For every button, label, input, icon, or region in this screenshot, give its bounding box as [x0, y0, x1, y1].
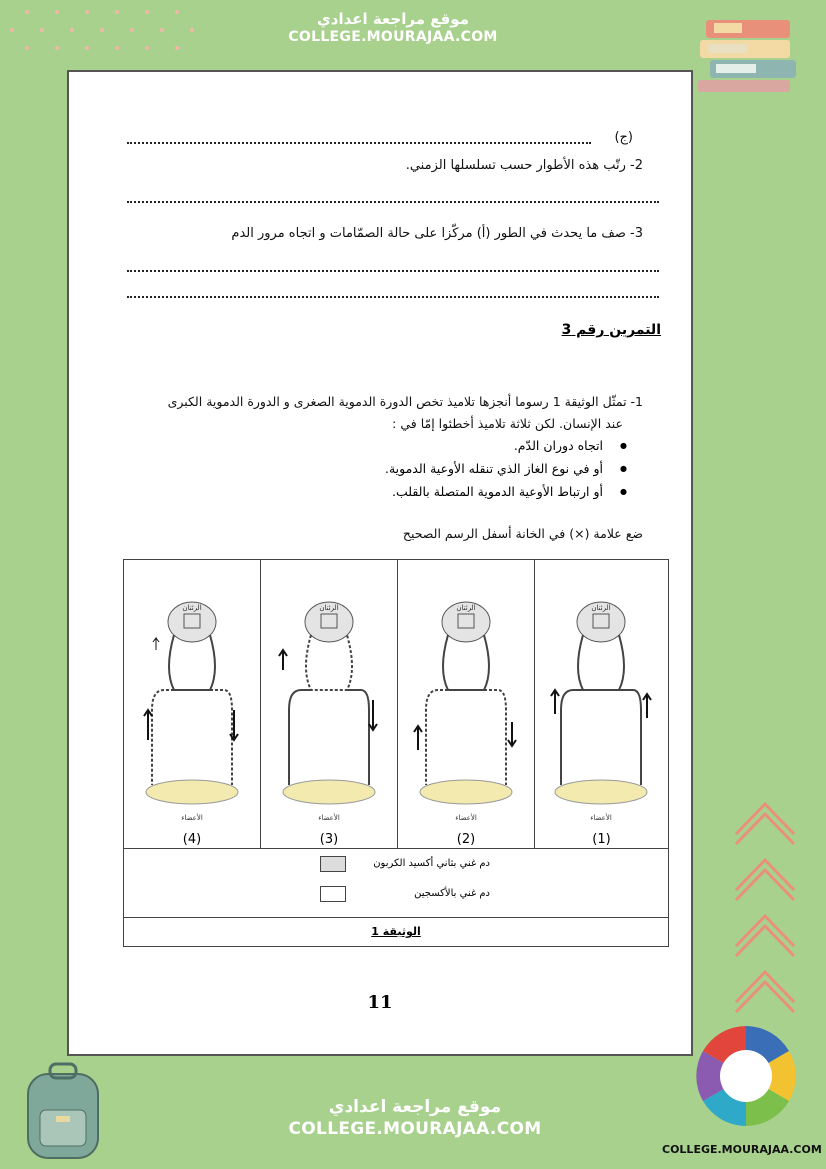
figure-number: (3) — [319, 832, 339, 847]
lungs-label: الرئتان — [182, 604, 202, 612]
instruction-text: ضع علامة (×) في الخانة أسفل الرسم الصحيح — [402, 526, 643, 541]
lungs-label: الرئتان — [319, 604, 339, 612]
legend-co2-label: دم غني بثاني أكسيد الكربون — [373, 858, 490, 869]
o2-blood-swatch — [320, 886, 346, 902]
header-site-url: COLLEGE.MOURAJAA.COM — [288, 29, 498, 45]
footer-banner[interactable] — [275, 1083, 555, 1169]
list-item: أو ارتباط الأوعية الدموية المتصلة بالقلب. ● — [385, 480, 621, 503]
lungs-label: الرئتان — [591, 604, 611, 612]
error-types-list — [385, 434, 621, 503]
chevron-up-decoration-icon — [730, 790, 800, 1030]
diagram-cell-3[interactable] — [261, 560, 398, 848]
question-3: 3- صف ما يحدث في الطور (أ) مركّزا على حالة الصمّامات و اتجاه مرور الدم — [231, 226, 643, 241]
footer-site-arabic: موقع مراجعة اعدادي — [328, 1097, 502, 1117]
figure-number: (2) — [456, 832, 476, 847]
header-banner[interactable] — [262, 0, 524, 58]
header-site-arabic: موقع مراجعة اعدادي — [317, 10, 469, 28]
answer-line — [127, 270, 659, 272]
co2-blood-swatch — [320, 856, 346, 872]
answer-line — [127, 296, 659, 298]
diagram-cell-2[interactable] — [398, 560, 535, 848]
document-caption: الوثيقة 1 — [371, 925, 421, 938]
worksheet-page — [67, 70, 693, 1056]
diagram-cell-4[interactable] — [124, 560, 261, 848]
document-1-figure — [123, 559, 669, 947]
item-j-label: (ج) — [614, 130, 633, 145]
logo-site-url: COLLEGE.MOURAJAA.COM — [662, 1143, 822, 1156]
lungs-label: الرئتان — [456, 604, 476, 612]
subjects-wheel-logo — [694, 1020, 798, 1138]
figure-number: (1) — [592, 832, 611, 847]
organs-label: الأعضاء — [590, 814, 612, 822]
question-1-line-2: عند الإنسان. لكن ثلاثة تلاميذ أخطئوا إمّا في : — [392, 416, 623, 431]
answer-line — [127, 142, 591, 144]
exercise-title: التمرين رقم 3 — [561, 322, 661, 338]
backpack-icon — [10, 1060, 114, 1164]
circulation-diagram — [124, 560, 260, 848]
list-item: أو في نوع الغاز الذي تنقله الأوعية الدموية. ● — [385, 457, 621, 480]
page-number: 11 — [367, 992, 393, 1013]
question-2: 2- رتّب هذه الأطوار حسب تسلسلها الزمني. — [405, 158, 643, 173]
organs-label: الأعضاء — [181, 814, 203, 822]
diagram-cell-1[interactable] — [535, 560, 668, 848]
stack-of-books-icon — [696, 12, 806, 96]
circulation-diagram — [261, 560, 397, 848]
organs-label: الأعضاء — [318, 814, 340, 822]
decorative-dots — [0, 0, 210, 60]
legend-o2-label: دم غني بالأكسجين — [414, 888, 490, 899]
question-1-line-1: 1- تمثّل الوثيقة 1 رسوما أنجزها تلاميذ تخص الدورة الدموية الصغرى و الدورة الدموية الكبرى — [167, 394, 643, 409]
footer-site-url: COLLEGE.MOURAJAA.COM — [288, 1119, 542, 1139]
circulation-diagram — [398, 560, 534, 848]
circulation-diagram — [535, 560, 668, 848]
answer-line — [127, 201, 659, 203]
legend — [124, 848, 668, 918]
organs-label: الأعضاء — [455, 814, 477, 822]
figure-number: (4) — [182, 832, 202, 847]
list-item: اتجاه دوران الدّم. ● — [385, 434, 621, 457]
